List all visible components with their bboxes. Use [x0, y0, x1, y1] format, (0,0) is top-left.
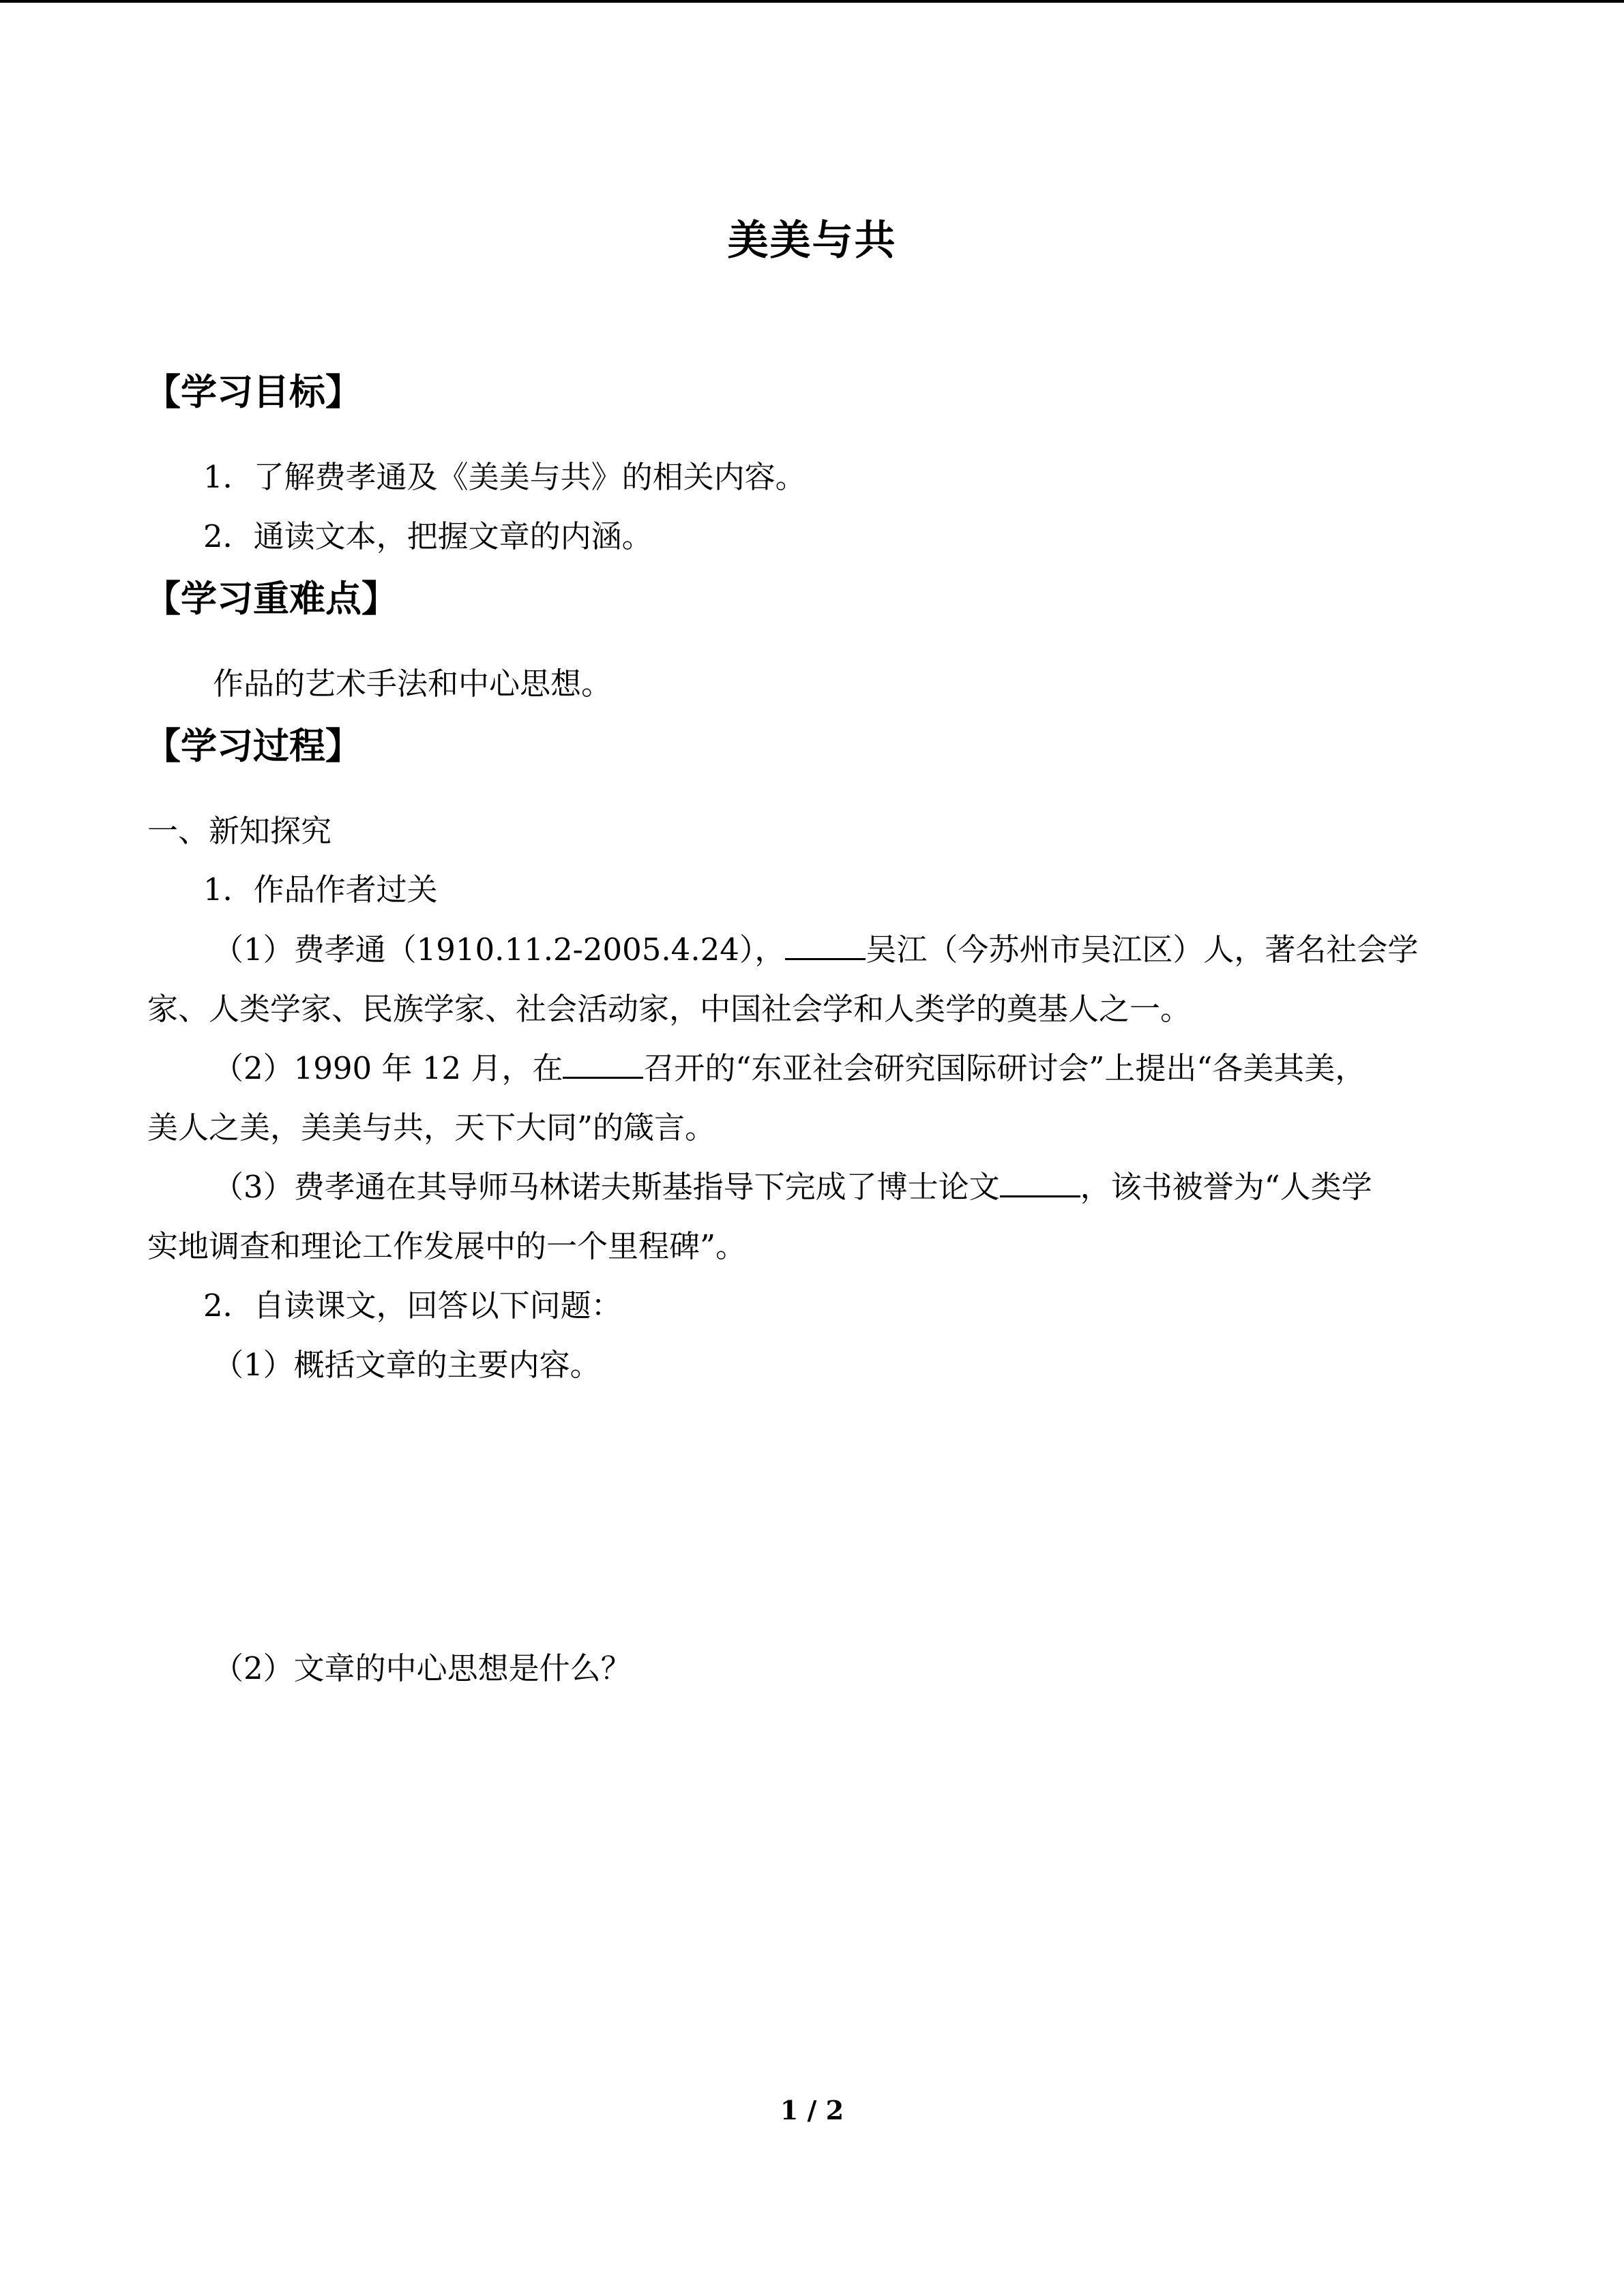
sub-question-1: （1）概括文章的主要内容。	[213, 1347, 601, 1383]
question-2-line-1	[213, 1043, 1365, 1088]
question-3-blank	[1000, 1165, 1080, 1197]
goal-item-2: 2．通读文本，把握文章的内涵。	[203, 518, 653, 554]
part-one-heading: 一、新知探究	[147, 813, 332, 849]
question-3-line-2: 实地调查和理论工作发展中的一个里程碑”。	[147, 1228, 747, 1264]
item-2-title: 2．自读课文，回答以下问题：	[203, 1287, 622, 1324]
section-heading-goals: 【学习目标】	[145, 371, 361, 413]
section-heading-process: 【学习过程】	[145, 725, 361, 767]
section-heading-key-points: 【学习重难点】	[145, 578, 398, 620]
question-1-text-after: 吴江（今苏州市吴江区）人，著名社会学	[866, 931, 1419, 968]
question-1-line-2: 家、人类学家、民族学家、社会活动家，中国社会学和人类学的奠基人之一。	[147, 991, 1192, 1027]
question-2-text-after: 召开的“东亚社会研究国际研讨会”上提出“各美其美，	[643, 1050, 1366, 1086]
question-1-line-1	[213, 925, 1418, 969]
sub-question-2: （2）文章的中心思想是什么？	[213, 1650, 632, 1686]
question-2-blank	[563, 1047, 643, 1079]
question-2-line-2: 美人之美，美美与共，天下大同”的箴言。	[147, 1109, 716, 1146]
question-3-text-before: （3）费孝通在其导师马林诺夫斯基指导下完成了博士论文	[213, 1169, 1000, 1205]
key-points-text: 作品的艺术手法和中心思想。	[213, 666, 612, 702]
item-1-title: 1．作品作者过关	[203, 871, 438, 908]
question-1-blank	[785, 928, 866, 960]
question-3-line-1	[213, 1162, 1372, 1206]
question-2-text-before: （2）1990 年 12 月，在	[213, 1050, 563, 1086]
top-border-line	[0, 0, 1624, 3]
question-1-text-before: （1）费孝通（1910.11.2-2005.4.24），	[213, 931, 786, 968]
question-3-text-after: ，该书被誉为“人类学	[1080, 1169, 1372, 1205]
goal-item-1: 1．了解费孝通及《美美与共》的相关内容。	[203, 459, 806, 495]
page-number: 1 / 2	[780, 2095, 844, 2126]
page-title: 美美与共	[727, 217, 897, 265]
